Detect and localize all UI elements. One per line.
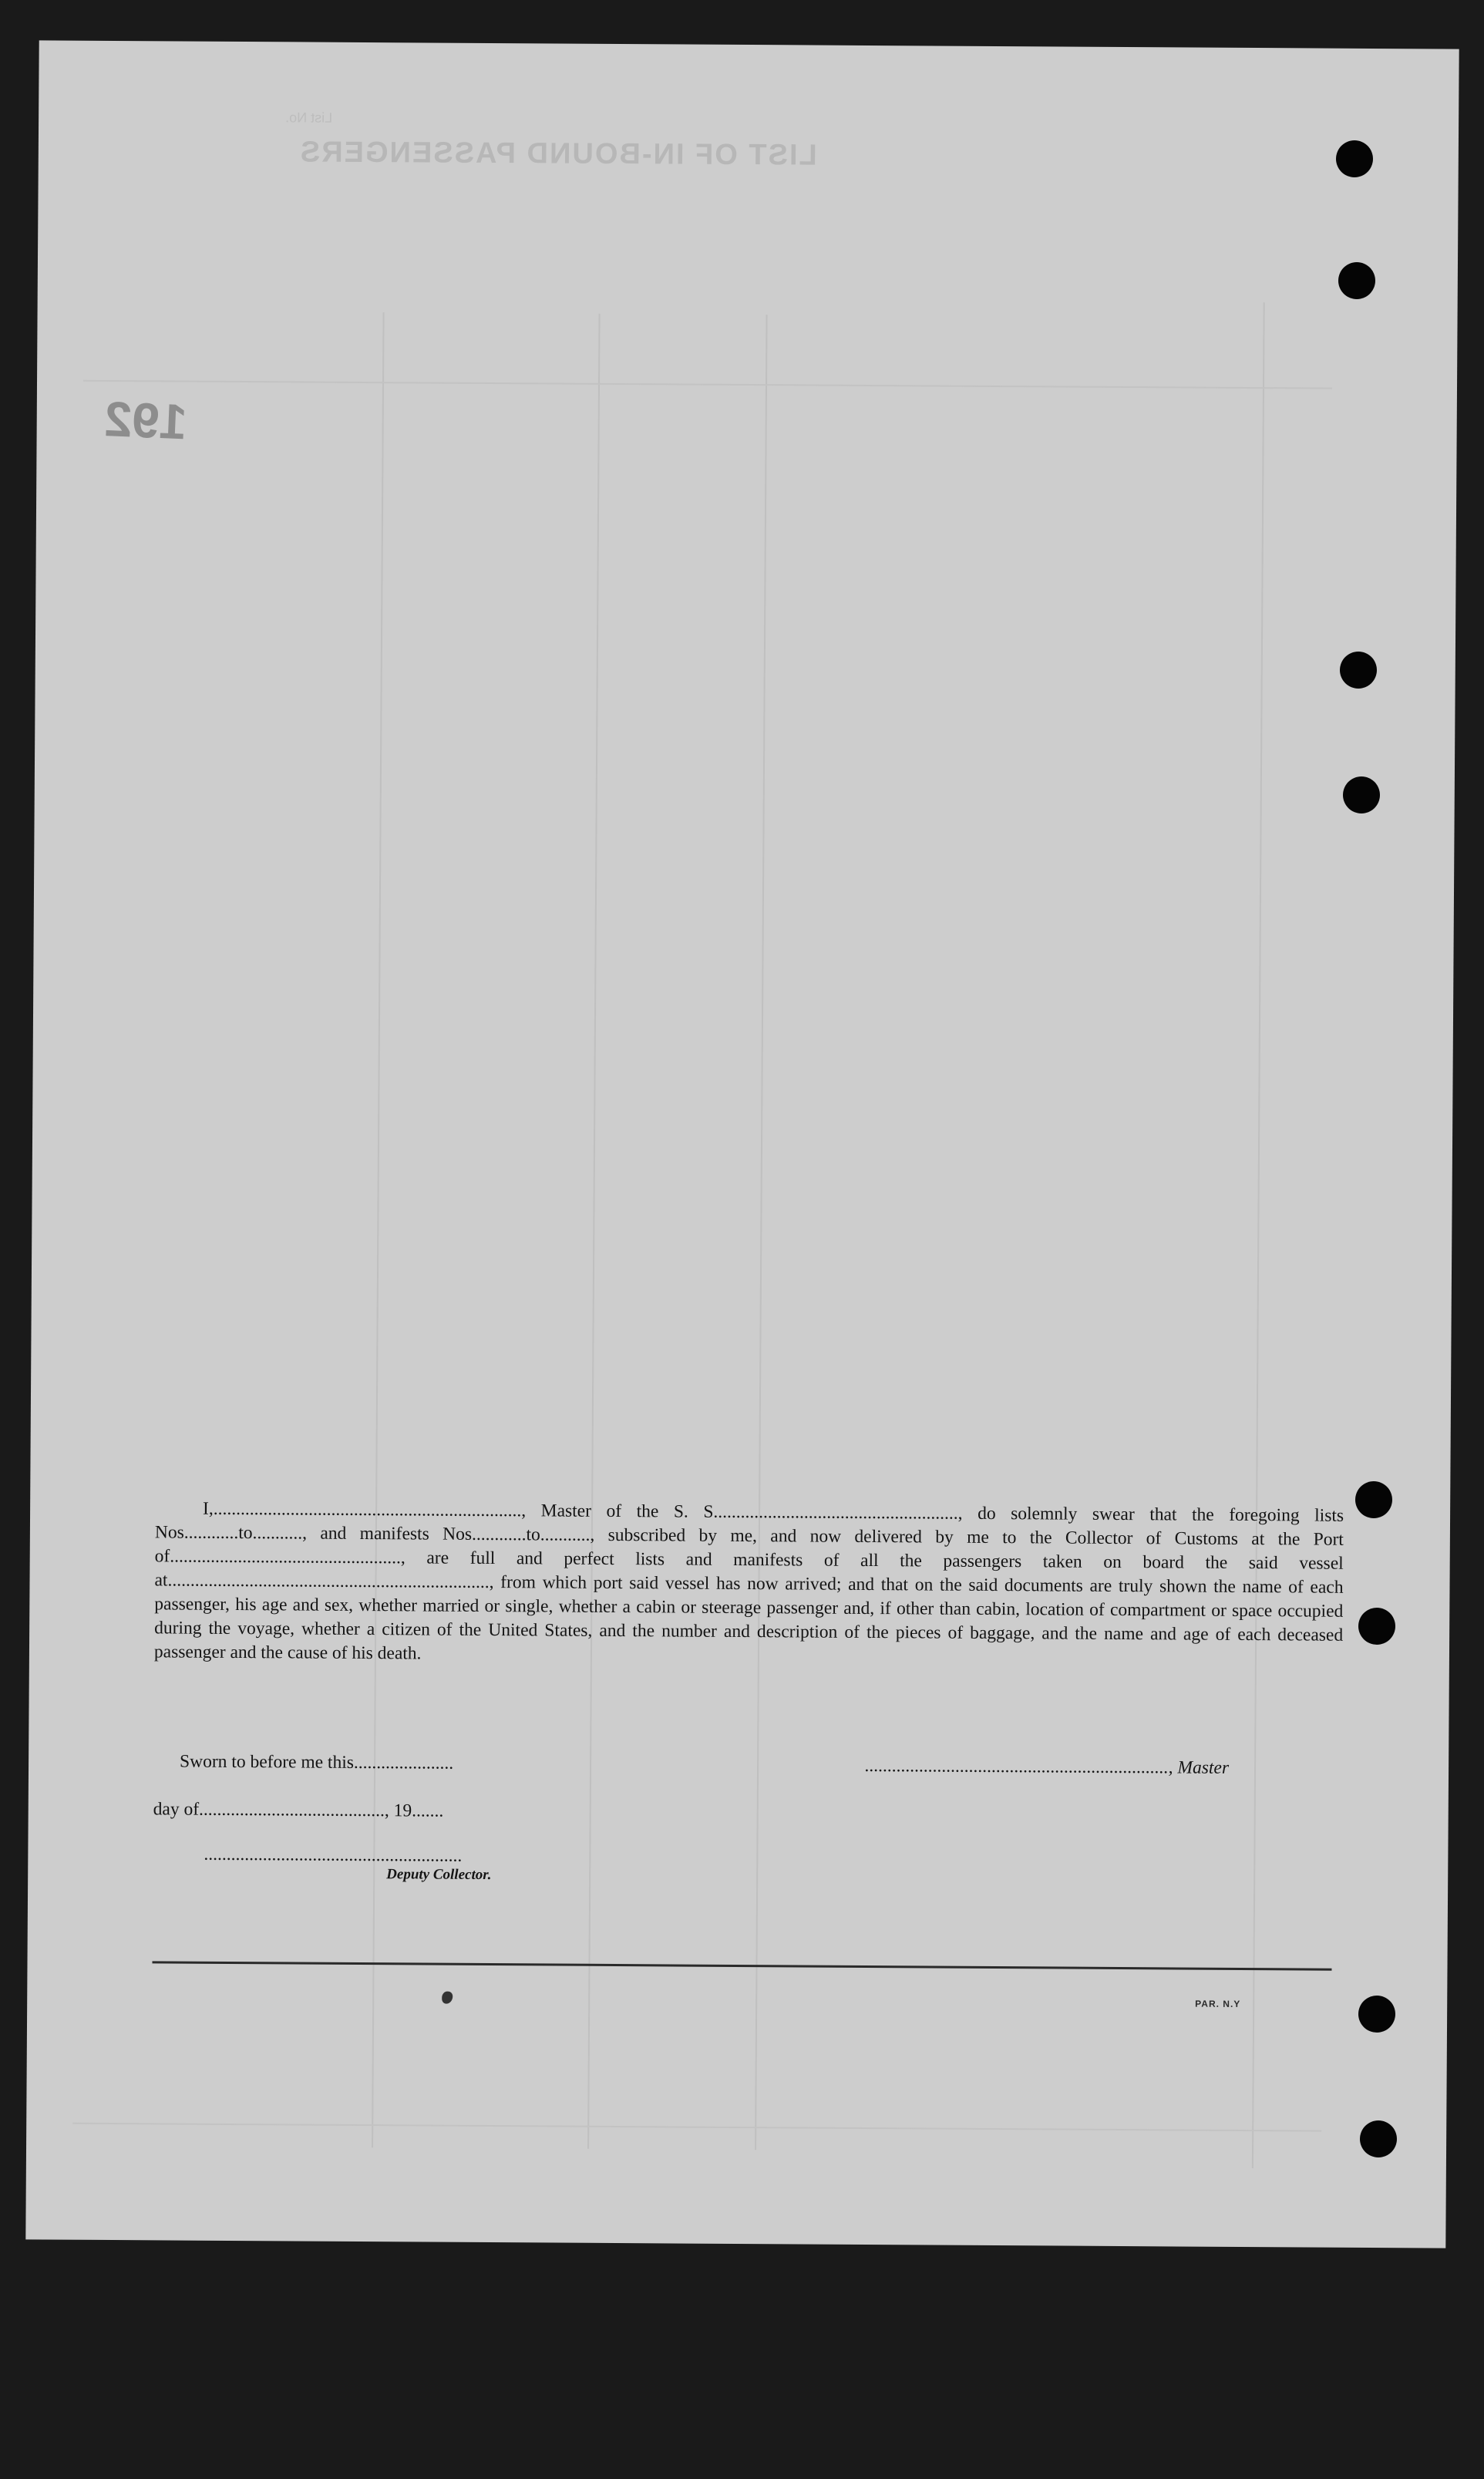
bleed-through-row-line bbox=[83, 380, 1332, 389]
punch-hole-icon bbox=[1336, 140, 1373, 177]
punch-hole-icon bbox=[1340, 652, 1377, 689]
punch-hole-icon bbox=[1355, 1481, 1392, 1518]
bleed-through-column-line bbox=[372, 312, 385, 2147]
bleed-through-row-line bbox=[72, 2123, 1321, 2132]
bleed-through-column-line bbox=[587, 314, 601, 2149]
printer-mark: PAR. N.Y bbox=[1195, 1998, 1241, 2009]
deputy-collector-signature-line: ......................................................... bbox=[204, 1844, 463, 1866]
sworn-line: Sworn to before me this...................... bbox=[180, 1751, 454, 1773]
oath-text: I,...................................................................., Master of the S. S......................................................, do solemnly swear that the foregoing lists Nos............to..........., and manifests Nos............to..........., subscribed by me, and now delivered by me to the Collector of Customs at the Port of..................................................., are full and perfect lists and manifests of all the passengers taken on board the said vessel at......................................................................., from which port said vessel has now arrived; and that on the said documents are truly shown the name of each passenger, his age and sex, whether married or single, whether a cabin or steerage passenger and, if other than cabin, location of compartment or space occupied during the voyage, whether a citizen of the United States, and the number and description of the pieces of baggage, and the name and age of each deceased passenger and the cause of his death. bbox=[153, 1498, 1344, 1664]
punch-hole-icon bbox=[1358, 1608, 1395, 1645]
ink-smudge bbox=[442, 1992, 453, 2004]
deputy-collector-label: Deputy Collector. bbox=[386, 1866, 492, 1884]
master-oath-paragraph bbox=[154, 1497, 1344, 1671]
bleed-through-stamp-number: 192 bbox=[103, 391, 188, 450]
day-line: day of........................................., 19....... bbox=[153, 1799, 444, 1821]
bleed-through-title: LIST OF IN-BOUND PASSENGERS bbox=[298, 136, 817, 172]
bleed-through-list-no: List No. bbox=[285, 109, 333, 126]
bleed-through-column-line bbox=[755, 315, 768, 2150]
footer-rule bbox=[152, 1961, 1331, 1970]
punch-hole-icon bbox=[1343, 776, 1380, 813]
master-signature-line: ..................................................................., Master bbox=[865, 1755, 1230, 1778]
punch-hole-icon bbox=[1358, 1996, 1395, 2033]
punch-hole-icon bbox=[1338, 262, 1375, 299]
punch-hole-icon bbox=[1360, 2120, 1397, 2157]
document-page bbox=[25, 40, 1459, 2248]
bleed-through-column-line bbox=[1252, 302, 1265, 2168]
